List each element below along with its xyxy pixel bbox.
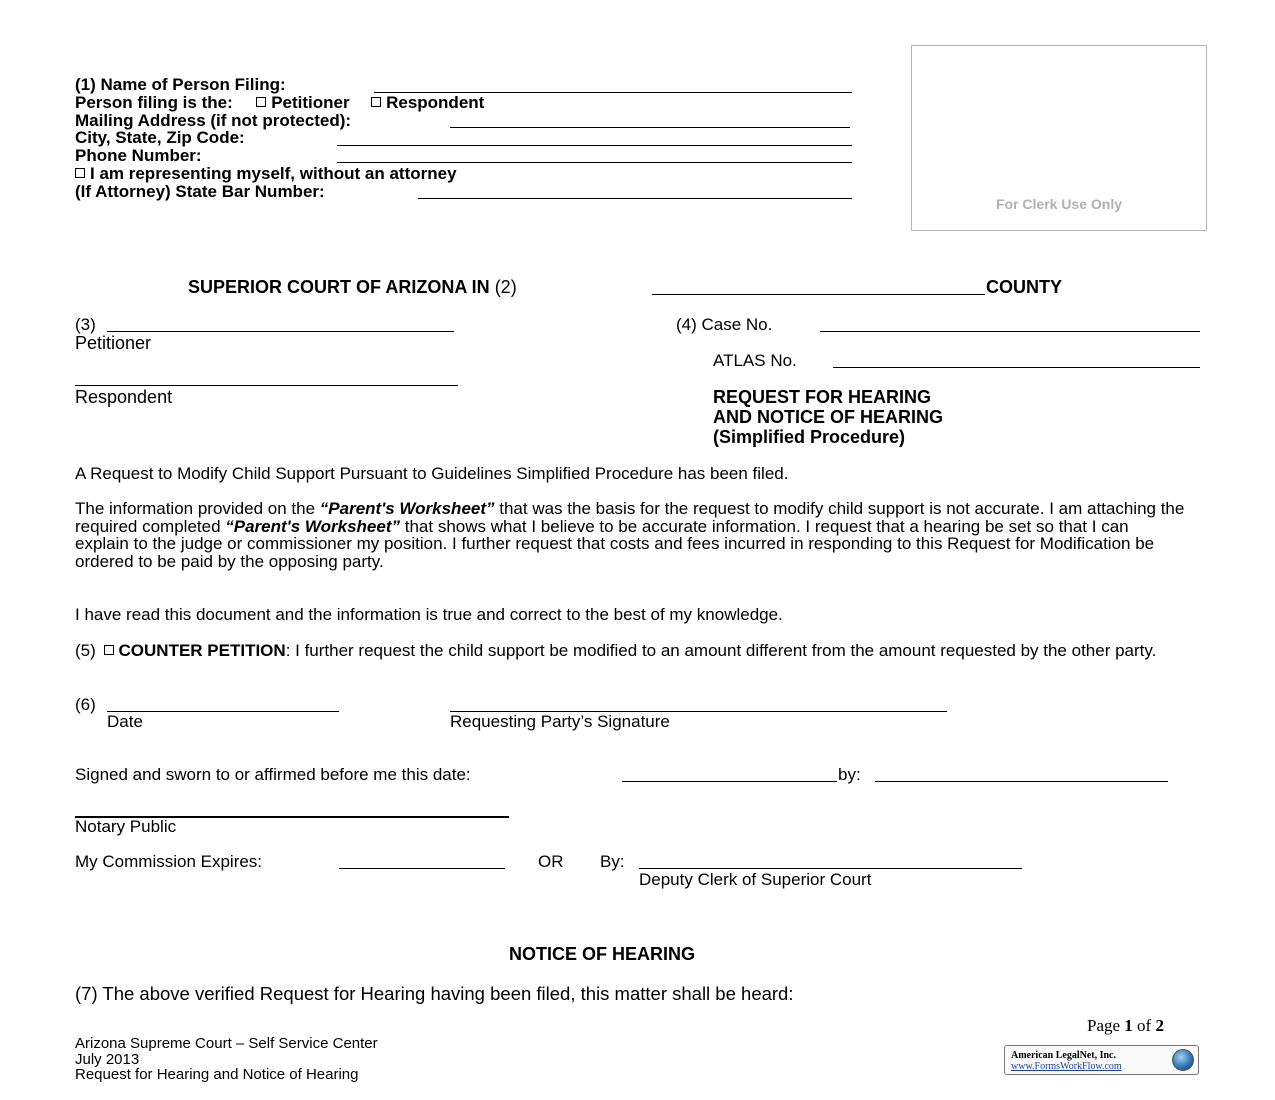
- city-row: [75, 129, 245, 147]
- sworn-date-field[interactable]: [622, 780, 837, 782]
- filing-as-label: Person filing is the:: [75, 93, 233, 112]
- city-field[interactable]: [337, 144, 852, 146]
- worksheet-text-a: The information provided on the: [75, 499, 316, 518]
- form-title: [713, 387, 943, 447]
- counter-petition-checkbox[interactable]: [104, 645, 114, 655]
- footer-line-2: July 2013: [75, 1050, 140, 1068]
- signature-label: Requesting Party’s Signature: [450, 712, 670, 731]
- respondent-name-field[interactable]: [75, 384, 458, 386]
- footer-line-1: Arizona Supreme Court – Self Service Center: [75, 1035, 378, 1052]
- logo-name: American LegalNet, Inc.: [1011, 1050, 1116, 1061]
- mailing-field[interactable]: [450, 126, 850, 128]
- title-line-2: AND NOTICE OF HEARING: [713, 407, 944, 427]
- signature-item-no: (6): [75, 695, 96, 714]
- petitioner-name-field[interactable]: [107, 330, 454, 332]
- notice-heading: NOTICE OF HEARING: [509, 944, 696, 964]
- county-field[interactable]: [652, 293, 985, 295]
- page-word: Page: [1087, 1016, 1121, 1035]
- notary-label: Notary Public: [75, 817, 177, 836]
- commission-field[interactable]: [339, 867, 505, 869]
- mailing-row: [75, 112, 351, 130]
- footer-line-3: Request for Hearing and Notice of Hearing: [75, 1066, 359, 1083]
- verify-paragraph: I have read this document and the information is true and correct to the best of my knowledge.: [75, 605, 783, 624]
- worksheet-text-c: that shows what I believe to be accurate information. I request that a hearing be set so that I can explain to the judge or commissioner my position. I further request that costs and fees incurred in responding to this Request for Modification be ordered to be paid by the opposing party.: [75, 516, 1155, 571]
- title-line-3: (Simplified Procedure): [713, 427, 906, 447]
- case-label: (4) Case No.: [676, 315, 773, 334]
- sworn-by-field[interactable]: [875, 780, 1168, 782]
- court-suffix: COUNTY: [986, 277, 1062, 297]
- bar-label: (If Attorney) State Bar Number:: [75, 182, 325, 201]
- or-label: OR: [538, 852, 564, 871]
- worksheet-ref-2: “Parent's Worksheet”: [225, 516, 400, 536]
- parties-item-no: (3): [75, 315, 96, 334]
- phone-label: Phone Number:: [75, 146, 202, 165]
- notice-text: (7) The above verified Request for Hearing having been filed, this matter shall be heard:: [75, 983, 794, 1004]
- respondent-label: Respondent: [75, 387, 173, 407]
- self-rep-label: I am representing myself, without an attorney: [90, 164, 457, 183]
- commission-label: My Commission Expires:: [75, 852, 263, 871]
- phone-field[interactable]: [337, 161, 852, 163]
- worksheet-text-b: that was the basis for the request to modify child support is not accurate. I am attaching the required completed: [75, 499, 1185, 536]
- petitioner-option-label: Petitioner: [271, 93, 350, 112]
- page-number: [1087, 1016, 1164, 1036]
- city-label: City, State, Zip Code:: [75, 128, 245, 147]
- self-rep-row: [75, 165, 457, 183]
- counter-item-no: (5): [75, 641, 96, 660]
- counter-petition-paragraph: [75, 642, 1185, 660]
- counter-petition-text: : I further request the child support be modified to an amount different from the amount requested by the other party.: [285, 641, 1157, 660]
- clerk-use-label: For Clerk Use Only: [995, 196, 1123, 212]
- clerk-use-box: [911, 45, 1207, 231]
- page-total: 2: [1155, 1016, 1164, 1035]
- worksheet-paragraph: [75, 500, 1185, 570]
- atlas-number-field[interactable]: [833, 366, 1200, 368]
- respondent-checkbox[interactable]: [371, 97, 381, 107]
- deputy-clerk-label: Deputy Clerk of Superior Court: [639, 870, 872, 889]
- logo-url[interactable]: www.FormsWorkFlow.com: [1011, 1061, 1122, 1072]
- phone-row: [75, 147, 202, 165]
- court-heading: [188, 277, 517, 298]
- court-prefix: SUPERIOR COURT OF ARIZONA IN: [188, 277, 490, 297]
- page-of: of: [1137, 1016, 1152, 1035]
- sworn-text: Signed and sworn to or affirmed before me this date:: [75, 765, 471, 784]
- filing-as-row: [75, 94, 484, 112]
- page-current: 1: [1124, 1016, 1133, 1035]
- mailing-label: Mailing Address (if not protected):: [75, 111, 352, 130]
- title-line-1: REQUEST FOR HEARING: [713, 387, 932, 407]
- bar-number-field[interactable]: [418, 197, 852, 199]
- court-item-no: (2): [494, 277, 517, 297]
- footer-block: [75, 1036, 378, 1083]
- atlas-label: ATLAS No.: [713, 351, 797, 370]
- globe-icon: [1172, 1049, 1194, 1071]
- case-number-field[interactable]: [820, 330, 1200, 332]
- legalnet-logo[interactable]: [1004, 1045, 1199, 1075]
- self-rep-checkbox[interactable]: [75, 168, 85, 178]
- by-label: By:: [600, 852, 625, 871]
- intro-paragraph: A Request to Modify Child Support Pursuant to Guidelines Simplified Procedure has been filed.: [75, 464, 789, 483]
- date-label: Date: [107, 712, 143, 731]
- sworn-by-label: by:: [838, 765, 861, 784]
- respondent-option-label: Respondent: [386, 93, 485, 112]
- deputy-clerk-field[interactable]: [639, 867, 1022, 869]
- petitioner-label: Petitioner: [75, 333, 152, 353]
- worksheet-ref-1: “Parent's Worksheet”: [319, 499, 495, 518]
- petitioner-checkbox[interactable]: [256, 97, 266, 107]
- bar-row: [75, 183, 325, 201]
- filer-name-label: (1) Name of Person Filing:: [75, 75, 286, 94]
- counter-petition-label: COUNTER PETITION: [118, 641, 286, 660]
- filer-name-row: [75, 76, 286, 94]
